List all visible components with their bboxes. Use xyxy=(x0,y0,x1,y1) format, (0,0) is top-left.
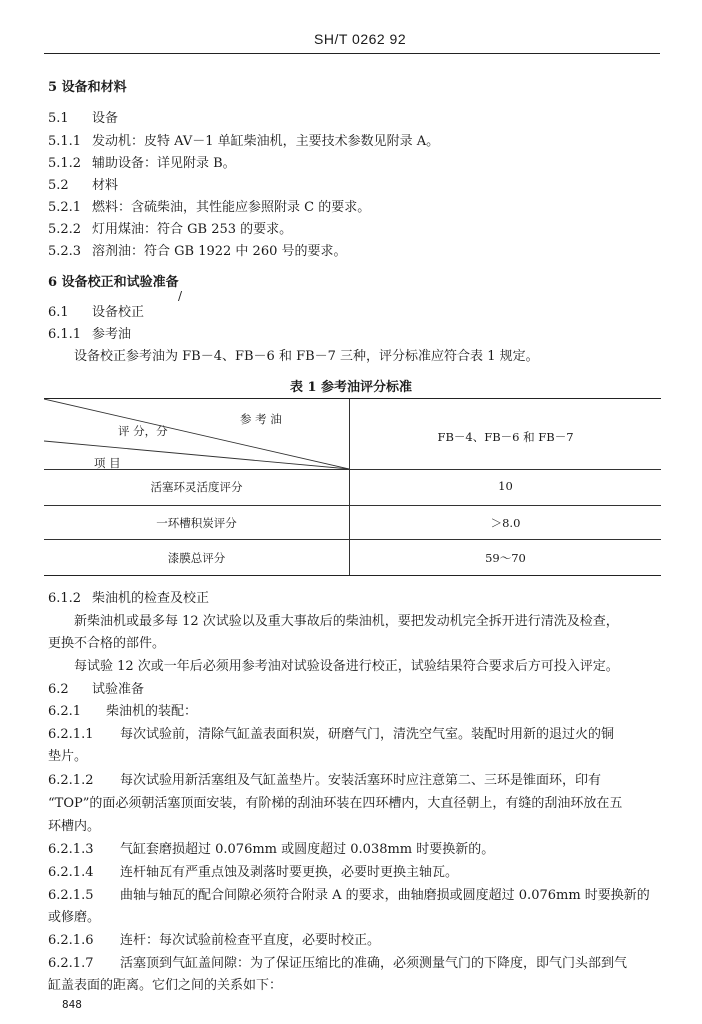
clause-text: 柴油机的检查及校正 xyxy=(92,591,210,606)
clause-5-2-2 xyxy=(48,221,292,239)
clause-6-2-1-6 xyxy=(48,932,380,950)
clause-number: 6.2.1.7 xyxy=(48,956,94,971)
header-reference-oil: 参 考 油 xyxy=(240,412,282,426)
clause-number: 6.2.1.3 xyxy=(48,842,94,857)
clause-text: 连杆轴瓦有严重点蚀及剥落时要更换，必要时更换主轴瓦。 xyxy=(120,865,459,880)
clause-6-1 xyxy=(48,304,144,322)
clause-number: 6.1.2 xyxy=(48,591,82,606)
clause-text: 活塞顶到气缸盖间隙：为了保证压缩比的准确，必须测量气门的下降度，即气门头部到气 xyxy=(120,956,628,971)
clause-6-2-1-3 xyxy=(48,841,494,859)
paragraph-line: 垫片。 xyxy=(48,749,88,764)
clause-text: 设备校正 xyxy=(92,305,145,320)
row-item: 一环槽积炭评分 xyxy=(156,516,237,530)
paragraph-line: 缸盖表面的距离。它们之间的关系如下： xyxy=(48,978,283,993)
table-caption: 表 1 参考油评分标准 xyxy=(289,380,413,395)
header-diagonals xyxy=(44,399,349,469)
clause-5-1-2 xyxy=(48,155,236,173)
row-value: ＞8.0 xyxy=(490,516,521,530)
page-number: 848 xyxy=(62,998,82,1011)
clause-6-2-1 xyxy=(48,703,197,721)
clause-text: 燃料：含硫柴油，其性能应参照附录 C 的要求。 xyxy=(92,200,371,215)
paragraph-line: 或修磨。 xyxy=(48,910,101,925)
clause-6-2-1-2 xyxy=(48,772,601,790)
paragraph-line: “TOP”的面必须朝活塞顶面安装，有阶梯的刮油环装在四环槽内，大直径朝上，有缝的刮油环放在五 xyxy=(48,796,623,811)
header-item: 项 目 xyxy=(94,456,121,470)
clause-text: 每次试验用新活塞组及气缸盖垫片。安装活塞环时应注意第二、三环是锥面环，印有 xyxy=(120,773,602,788)
clause-6-2-1-5 xyxy=(48,887,650,905)
section-5-title: 5 设备和材料 xyxy=(48,80,127,95)
clause-number: 5.2 xyxy=(48,178,69,193)
clause-number: 5.1 xyxy=(48,111,69,126)
clause-number: 6.2.1.4 xyxy=(48,865,94,880)
clause-5-2-3 xyxy=(48,243,347,261)
clause-number: 6.2 xyxy=(48,682,69,697)
paragraph-line: 每试验 12 次或一年后必须用参考油对试验设备进行校正，试验结果符合要求后方可投入评定。 xyxy=(74,659,619,674)
clause-text: 曲轴与轴瓦的配合间隙必须符合附录 A 的要求，曲轴磨损或圆度超过 0.076mm 时要换新的 xyxy=(120,888,650,903)
section-6-title: 6 设备校正和试验准备 xyxy=(48,275,179,290)
paragraph-line: 新柴油机或最多每 12 次试验以及重大事故后的柴油机，要把发动机完全拆开进行清洗及检查， xyxy=(74,614,619,629)
clause-number: 6.2.1.1 xyxy=(48,727,94,742)
clause-text: 发动机：皮特 AV－1 单缸柴油机，主要技术参数见附录 A。 xyxy=(92,134,440,149)
clause-6-1-1 xyxy=(48,326,131,344)
page-header xyxy=(44,27,660,54)
clause-text: 试验准备 xyxy=(92,682,145,697)
header-score: 评 分，分 xyxy=(118,424,168,438)
clause-number: 6.1.1 xyxy=(48,327,82,342)
clause-number: 5.1.2 xyxy=(48,156,82,171)
clause-number: 6.2.1.2 xyxy=(48,773,94,788)
clause-text: 灯用煤油：符合 GB 253 的要求。 xyxy=(92,222,293,237)
clause-5-1 xyxy=(48,110,118,128)
pen-mark: / xyxy=(178,289,183,303)
clause-5-2-1 xyxy=(48,199,370,217)
clause-text: 设备 xyxy=(92,111,119,126)
clause-number: 6.1 xyxy=(48,305,69,320)
clause-text: 参考油 xyxy=(92,327,132,342)
clause-6-2-1-1 xyxy=(48,726,614,744)
reference-oil-table xyxy=(44,398,661,576)
clause-number: 5.2.2 xyxy=(48,222,82,237)
table-row-divider xyxy=(44,505,661,506)
paragraph-line: 环槽内。 xyxy=(48,819,101,834)
clause-number: 5.1.1 xyxy=(48,134,82,149)
clause-number: 5.2.1 xyxy=(48,200,82,215)
clause-number: 6.2.1.6 xyxy=(48,933,94,948)
row-item: 漆膜总评分 xyxy=(167,551,226,565)
row-value: 10 xyxy=(498,479,513,493)
row-value: 59～70 xyxy=(485,551,526,565)
clause-text: 气缸套磨损超过 0.076mm 或圆度超过 0.038mm 时要换新的。 xyxy=(120,842,495,857)
diagonal-line-1 xyxy=(44,399,349,469)
diagonal-line-2 xyxy=(44,441,349,469)
clause-text: 材料 xyxy=(92,178,119,193)
clause-text: 连杆：每次试验前检查平直度，必要时校正。 xyxy=(120,933,381,948)
clause-6-1-2 xyxy=(48,590,209,608)
clause-number: 6.2.1.5 xyxy=(48,888,94,903)
clause-5-2 xyxy=(48,177,118,195)
table-row-divider xyxy=(44,469,661,470)
paragraph-line: 更换不合格的部件。 xyxy=(48,636,166,651)
clause-6-1-1-body: 设备校正参考油为 FB－4、FB－6 和 FB－7 三种，评分标准应符合表 1 规定。 xyxy=(74,349,539,364)
clause-5-1-1 xyxy=(48,133,439,151)
clause-6-2-1-7 xyxy=(48,955,627,973)
clause-number: 5.2.3 xyxy=(48,244,82,259)
clause-text: 柴油机的装配： xyxy=(106,704,198,719)
header-oil-names: FB－4、FB－6 和 FB－7 xyxy=(437,430,574,444)
clause-number: 6.2.1 xyxy=(48,704,82,719)
clause-text: 每次试验前，清除气缸盖表面积炭，研磨气门，清洗空气室。装配时用新的退过火的铜 xyxy=(120,727,615,742)
standard-number: SH/T 0262 92 xyxy=(314,31,407,47)
clause-6-2 xyxy=(48,681,144,699)
table-row-divider xyxy=(44,539,661,540)
clause-6-2-1-4 xyxy=(48,864,458,882)
row-item: 活塞环灵活度评分 xyxy=(150,480,243,494)
clause-text: 辅助设备：详见附录 B。 xyxy=(92,156,236,171)
clause-text: 溶剂油：符合 GB 1922 中 260 号的要求。 xyxy=(92,244,347,259)
